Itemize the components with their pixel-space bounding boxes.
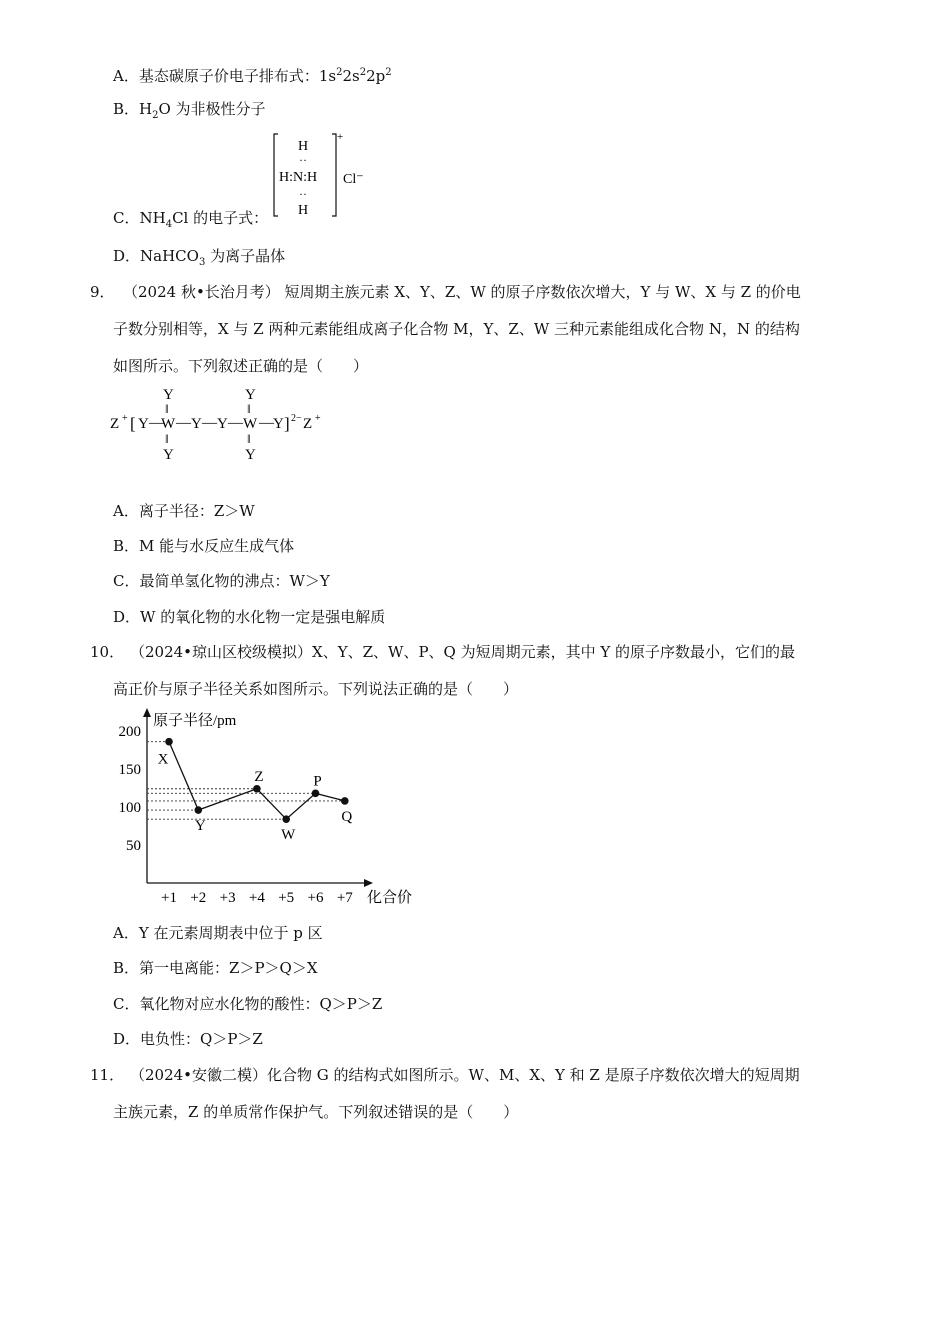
q10-option-c: C．氧化物对应水化物的酸性：Q＞P＞Z [113,995,383,1013]
q10-option-d: D．电负性：Q＞P＞Z [113,1030,263,1048]
q9-option-d: D．W 的氧化物的水化物一定是强电解质 [113,608,386,626]
point-label-X: X [157,751,169,768]
q8-option-b: B．$H_2O$ 为非极性分子 [113,100,266,121]
formula-anion: Cl⁻ [343,172,364,187]
y-tick-label-150: 150 [118,762,141,778]
q11-stem-line2: 主族元素，Z 的单质常作保护气。下列叙述错误的是（ ） [113,1103,519,1121]
q9-stem-line3: 如图所示。下列叙述正确的是（ ） [113,357,369,375]
point-label-W: W [281,827,296,844]
x-tick-label-4: +4 [248,890,265,906]
struct-lbracket: [ [130,414,136,433]
q10-stem-line1: （2024•琼山区校级模拟）X、Y、Z、W、P、Q 为短周期元素，其中 Y 的原子序数最小，它们的最 [130,643,796,661]
svg-text:‖: ‖ [165,401,169,416]
struct-rbracket: ] [284,414,290,433]
q10-stem-line2: 高正价与原子半径关系如图所示。下列说法正确的是（ ） [113,680,519,698]
q8-option-a: A．基态碳原子价电子排布式：$1s^22s^22p^2$ [113,67,392,85]
formula-charge: + [337,131,344,143]
point-label-P: P [313,773,322,790]
formula-h-bottom: H [298,203,309,218]
struct-z-left: Z [110,416,120,432]
q9-option-a: A．离子半径：Z＞W [113,502,255,520]
x-tick-label-5: +5 [278,890,295,906]
q10-number: 10． [90,643,125,661]
svg-text:‖: ‖ [165,431,169,446]
svg-text:—: — [259,415,274,431]
svg-text:—: — [176,415,191,431]
chart-y-axis-arrow [143,708,151,717]
x-tick-label-7: +7 [336,890,353,906]
formula-dots-bottom: ·· [299,187,307,201]
struct-w2-bottom-y: Y [245,447,256,463]
x-tick-label-6: +6 [307,890,324,906]
point-Y [195,806,203,814]
chart-y-label: 原子半径/pm [153,713,237,729]
q9-stem-line2: 子数分别相等，X 与 Z 两种元素能组成离子化合物 M，Y、Z、W 三种元素能组成化合物 N，N 的结构 [113,320,800,338]
struct-z-left-plus: + [122,413,128,424]
svg-text:Y: Y [138,416,149,432]
svg-text:Y: Y [191,416,202,432]
chart-x-axis-arrow [364,879,373,887]
svg-text:—: — [149,415,164,431]
struct-charge: 2− [291,413,302,424]
q8-option-d: D．NaHCO$_3$ 为离子晶体 [113,247,286,268]
svg-text:—: — [202,415,217,431]
point-W [282,815,290,823]
struct-w1-top-y: Y [163,387,174,403]
y-tick-label-100: 100 [118,800,141,816]
formula-row-mid: H:N:H [279,170,318,185]
chart-x-label: 化合价 [367,890,413,906]
struct-w2-top-y: Y [245,387,256,403]
q10-option-b: B．第一电离能：Z＞P＞Q＞X [113,959,318,977]
q10-radius-valence-chart [105,705,425,910]
point-label-Y: Y [194,818,206,835]
svg-text:Y: Y [273,416,284,432]
svg-text:‖: ‖ [247,431,251,446]
struct-w2: W [243,416,258,432]
point-P [312,790,320,798]
point-Q [341,797,349,805]
q11-number: 11． [90,1066,125,1084]
q10-option-a: A．Y 在元素周期表中位于 p 区 [113,924,323,942]
q9-number: 9． [90,283,115,301]
q9-option-b: B．M 能与水反应生成气体 [113,537,295,555]
svg-text:—: — [228,415,243,431]
y-tick-label-50: 50 [126,838,141,854]
x-tick-label-1: +1 [161,890,177,906]
q11-stem-line1: （2024•安徽二模）化合物 G 的结构式如图所示。W、M、X、Y 和 Z 是原子序数依次增大的短周期 [130,1066,800,1084]
y-tick-label-200: 200 [118,724,141,740]
struct-z-right: Z [303,416,313,432]
formula-h-top: H [298,139,309,154]
q9-stem-line1: （2024 秋•长治月考） 短周期主族元素 X、Y、Z、W 的原子序数依次增大，Y 与 W、X 与 Z 的价电 [123,283,801,301]
struct-z-right-plus: + [315,413,321,424]
struct-w1: W [161,416,176,432]
q8-option-c: C．$NH_4Cl$ 的电子式： [113,209,269,230]
x-tick-label-3: +3 [219,890,236,906]
point-label-Z: Z [254,768,264,785]
struct-w1-bottom-y: Y [163,447,174,463]
nh4cl-electron-formula [266,128,376,224]
formula-dots-top: ·· [299,153,307,167]
point-label-Q: Q [341,808,353,825]
svg-text:Y: Y [217,416,228,432]
point-Z [253,785,261,793]
point-X [165,738,173,746]
x-tick-label-2: +2 [190,890,207,906]
q9-structure-diagram [106,384,336,466]
svg-text:‖: ‖ [247,401,251,416]
q9-option-c: C．最简单氢化物的沸点：W＞Y [113,572,330,590]
